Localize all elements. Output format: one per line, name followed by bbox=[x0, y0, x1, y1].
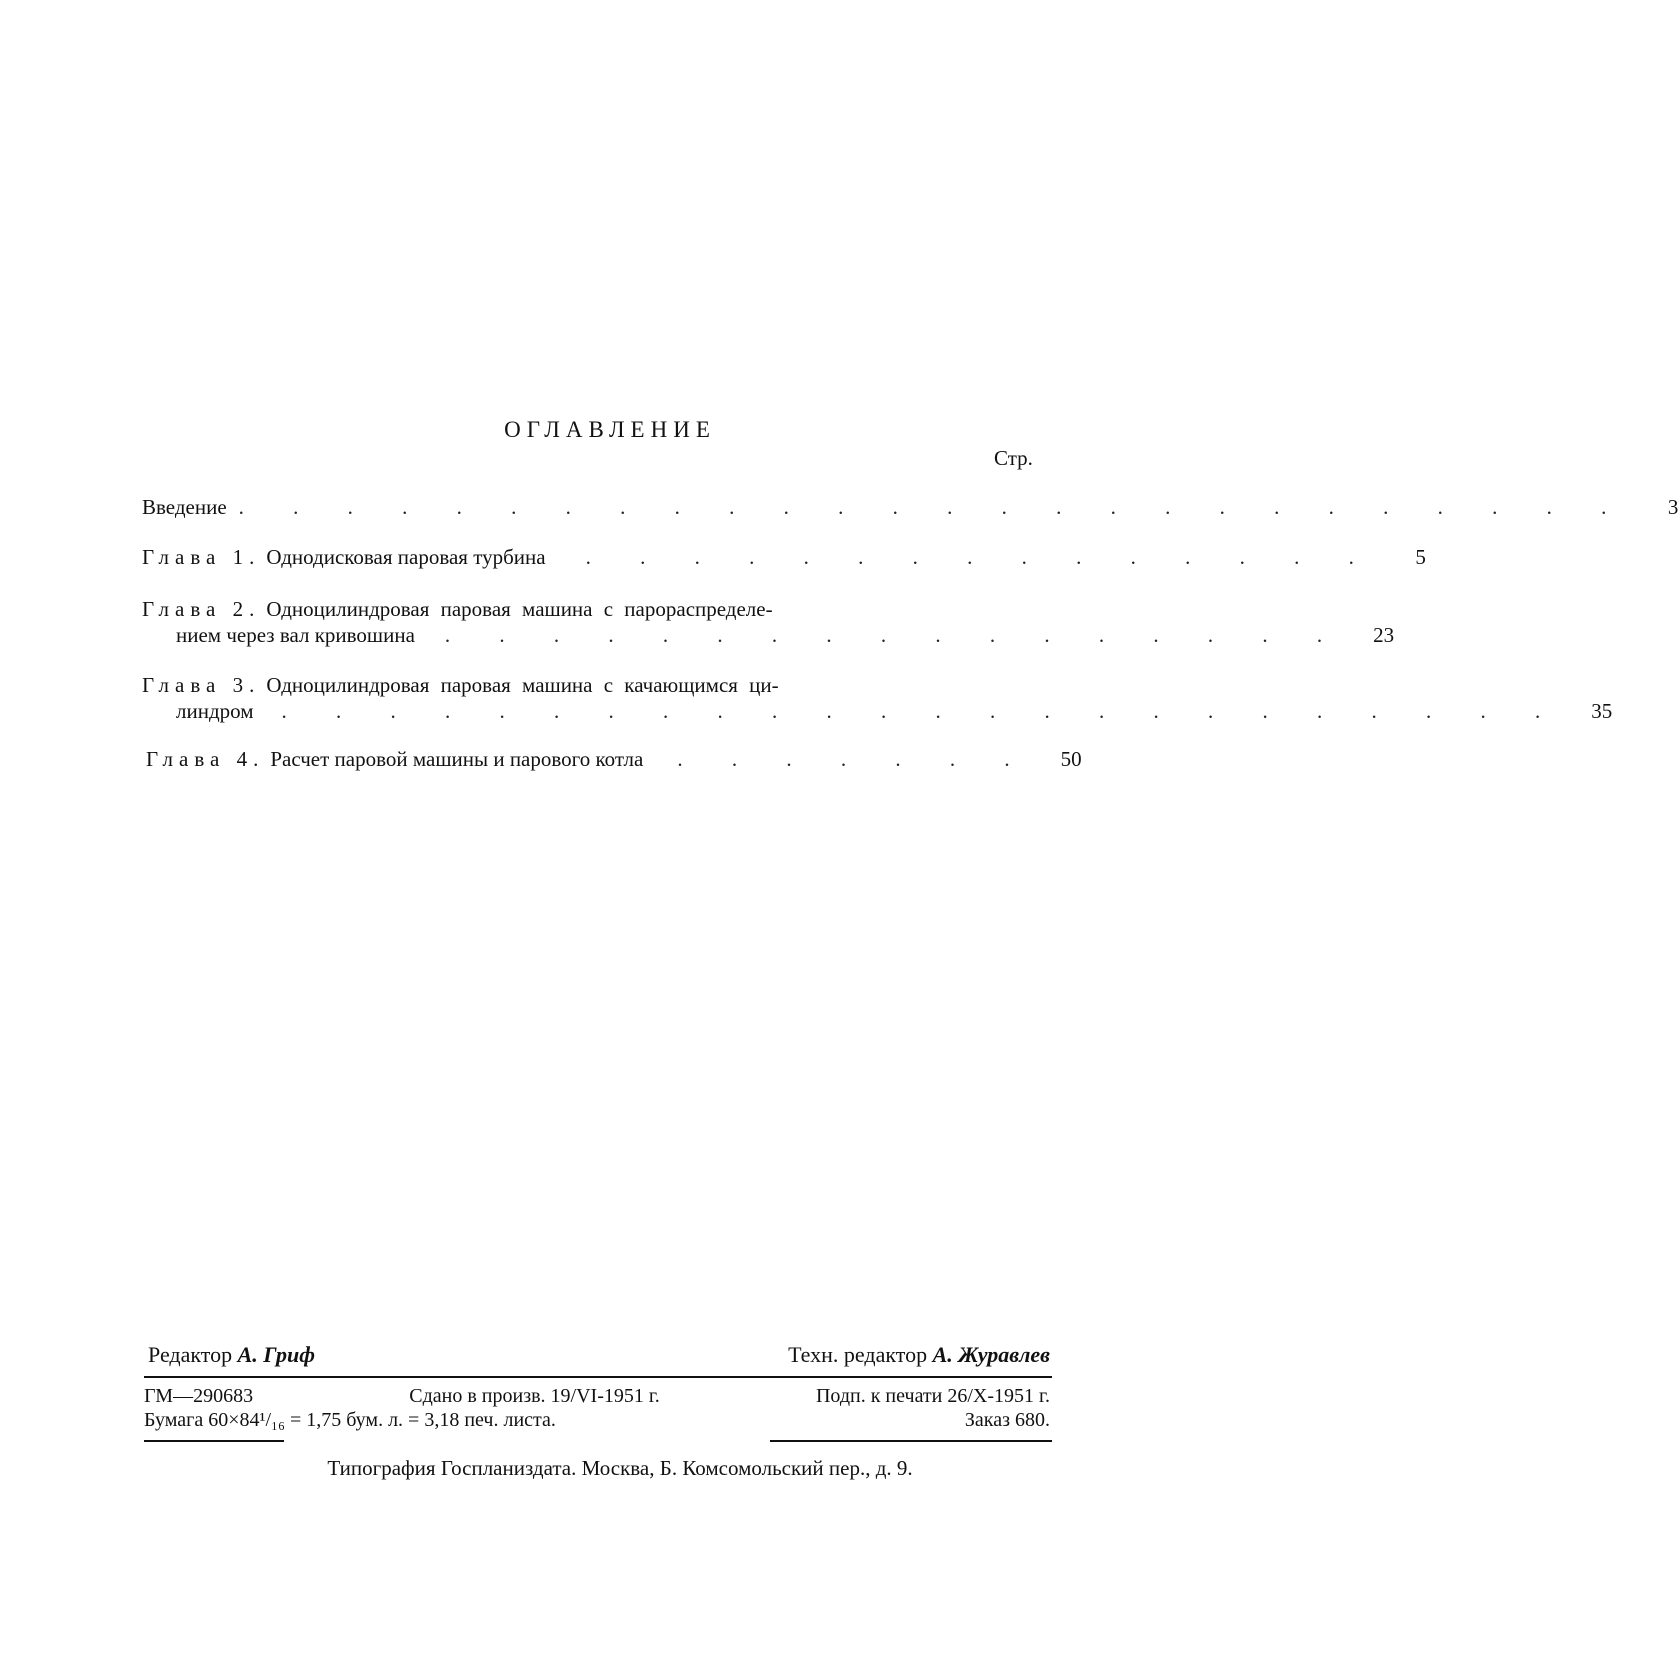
imprint-order: Заказ 680. bbox=[964, 1409, 1050, 1431]
toc-entry-chapter-3 bbox=[142, 672, 1613, 724]
imprint-code: ГМ—290683 bbox=[144, 1385, 254, 1407]
dot-leader: . . . . . . . . . . . . . . . . . bbox=[444, 623, 1345, 647]
toc-entry-page: 3 bbox=[1667, 495, 1678, 519]
toc-title: ОГЛАВЛЕНИЕ bbox=[504, 417, 716, 442]
toc-entry-title-line2: линдром bbox=[176, 699, 254, 723]
toc-entry-chapter-2 bbox=[142, 596, 1395, 648]
rule-bottom-right bbox=[770, 1440, 1052, 1442]
toc-entry-introduction bbox=[142, 494, 1678, 520]
imprint bbox=[144, 1384, 1050, 1432]
toc-entry-page: 35 bbox=[1591, 699, 1613, 723]
chapter-number: Глава 3. bbox=[142, 673, 261, 697]
rule-top bbox=[144, 1376, 1052, 1378]
toc-entry-page: 50 bbox=[1060, 747, 1082, 771]
tech-editor-label: Техн. редактор bbox=[788, 1342, 928, 1367]
chapter-number: Глава 4. bbox=[146, 747, 265, 771]
toc-entry-title-line1: Одноцилиндровая паровая машина с качающимся ци- bbox=[266, 673, 779, 697]
chapter-number: Глава 2. bbox=[142, 597, 261, 621]
imprint-signed: Подп. к печати 26/X-1951 г. bbox=[815, 1385, 1050, 1407]
editor-credit bbox=[148, 1342, 315, 1368]
dot-leader: . . . . . . . . . . . . . . . bbox=[585, 545, 1376, 569]
toc-entry-page: 23 bbox=[1373, 623, 1395, 647]
dot-leader: . . . . . . . . . . . . . . . . . . . . . . . . bbox=[281, 699, 1563, 723]
editor-name: А. Гриф bbox=[237, 1342, 315, 1367]
page-column-label: Стр. bbox=[994, 446, 1033, 470]
toc-entry-title-line2: нием через вал кривошина bbox=[176, 623, 415, 647]
tech-editor-name: А. Журавлев bbox=[932, 1342, 1050, 1367]
dot-leader: . . . . . . . bbox=[677, 747, 1032, 771]
imprint-line-2 bbox=[144, 1408, 1050, 1432]
imprint-submitted: Сдано в произв. 19/VI-1951 г. bbox=[409, 1385, 660, 1407]
toc-entry-title: Однодисковая паровая турбина bbox=[266, 545, 546, 569]
printer-info: Типография Госпланиздата. Москва, Б. Комсомольский пер., д. 9. bbox=[327, 1456, 913, 1480]
chapter-number: Глава 1. bbox=[142, 545, 261, 569]
toc-entry-title-line1: Одноцилиндровая паровая машина с парораспределе- bbox=[266, 597, 773, 621]
toc-entry-page: 5 bbox=[1415, 545, 1426, 569]
toc-entry-chapter-4 bbox=[146, 746, 1082, 772]
imprint-paper: Бумага 60×84¹/₁₆ = 1,75 бум. л. = 3,18 печ. листа. bbox=[144, 1409, 556, 1431]
tech-editor-credit bbox=[788, 1342, 1050, 1368]
rule-bottom-left bbox=[144, 1440, 284, 1442]
dot-leader: . . . . . . . . . . . . . . . . . . . . . . . . . . bbox=[238, 495, 1629, 519]
editor-label: Редактор bbox=[148, 1342, 233, 1367]
toc-entry-title: Расчет паровой машины и парового котла bbox=[270, 747, 644, 771]
toc-entry-title: Введение bbox=[142, 495, 227, 519]
editor-credits bbox=[148, 1342, 1050, 1368]
toc-entry-chapter-1 bbox=[142, 544, 1426, 570]
imprint-line-1 bbox=[144, 1384, 1050, 1408]
